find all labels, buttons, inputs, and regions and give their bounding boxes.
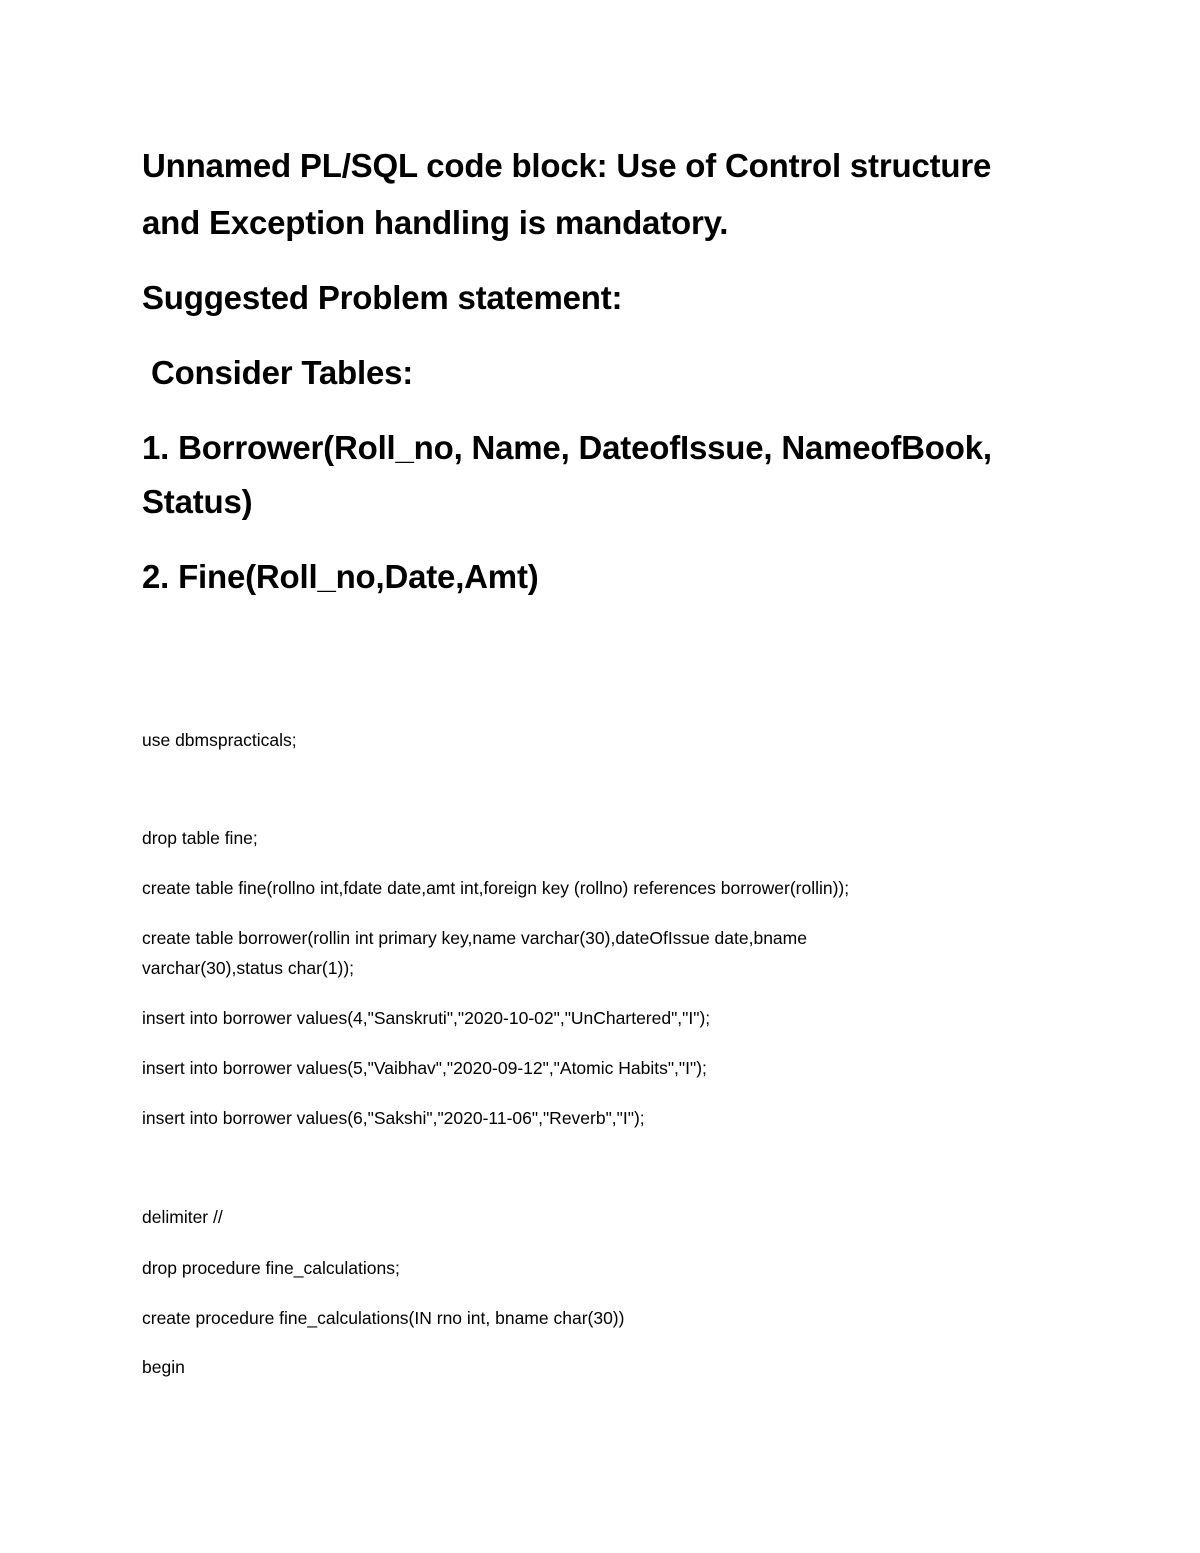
code-line-insert-2: insert into borrower values(5,"Vaibhav","2020-09-12","Atomic Habits","I");	[142, 1058, 707, 1078]
code-line-create-procedure: create procedure fine_calculations(IN rno int, bname char(30))	[142, 1308, 625, 1328]
code-line-drop-table: drop table fine;	[142, 828, 258, 848]
code-line-insert-1: insert into borrower values(4,"Sanskruti","2020-10-02","UnChartered","I");	[142, 1008, 711, 1028]
title-line-1: Unnamed PL/SQL code block: Use of Control structure	[142, 147, 992, 184]
code-line-create-fine: create table fine(rollno int,fdate date,amt int,foreign key (rollno) references borrower(rollin));	[142, 878, 850, 898]
problem-statement-heading: Suggested Problem statement:	[142, 279, 623, 316]
code-line-create-borrower-2: varchar(30),status char(1));	[142, 958, 355, 978]
borrower-table-line-2: Status)	[142, 483, 253, 520]
code-line-insert-3: insert into borrower values(6,"Sakshi","2020-11-06","Reverb","I");	[142, 1108, 645, 1128]
code-line-begin: begin	[142, 1357, 185, 1377]
title-line-2: and Exception handling is mandatory.	[142, 204, 729, 241]
borrower-table-line-1: 1. Borrower(Roll_no, Name, DateofIssue, NameofBook,	[142, 429, 992, 466]
code-line-drop-procedure: drop procedure fine_calculations;	[142, 1258, 400, 1278]
fine-table-heading: 2. Fine(Roll_no,Date,Amt)	[142, 558, 539, 595]
consider-tables-heading: Consider Tables:	[142, 354, 414, 391]
code-line-create-borrower-1: create table borrower(rollin int primary key,name varchar(30),dateOfIssue date,bname	[142, 928, 807, 948]
code-line-use-db: use dbmspracticals;	[142, 730, 297, 750]
code-line-delimiter: delimiter //	[142, 1207, 223, 1227]
